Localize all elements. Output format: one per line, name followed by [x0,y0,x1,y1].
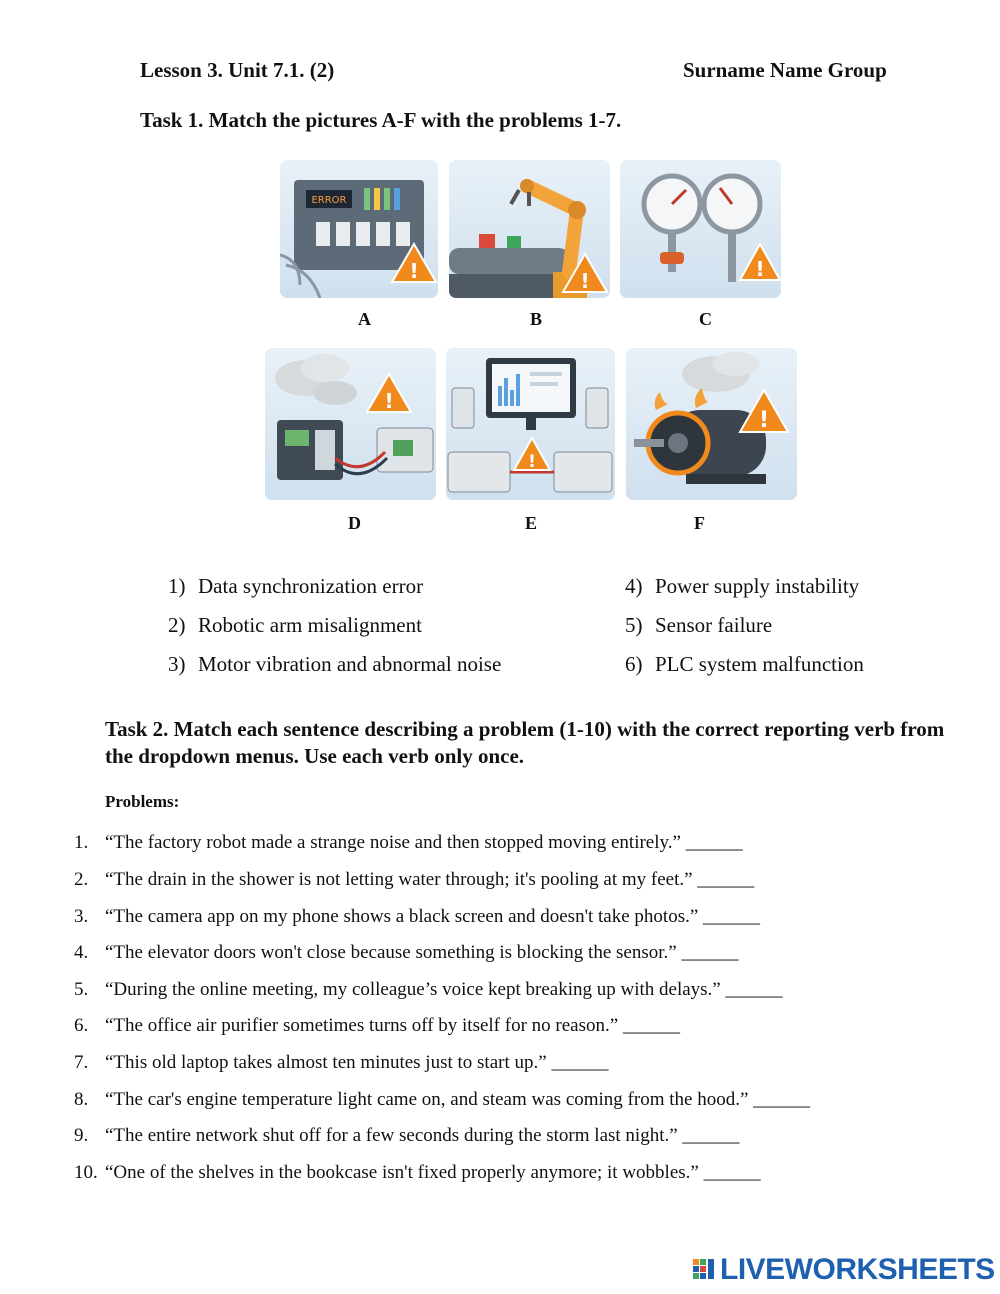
svg-text:!: ! [758,408,770,433]
svg-text:!: ! [528,452,536,472]
liveworksheets-logo-icon [693,1257,717,1283]
picture-label-b: B [530,309,543,329]
overheating-motor-icon [626,348,797,500]
problem-item: 2) Robotic arm misalignment [168,613,422,637]
problem-item: 4) Power supply instability [625,574,860,598]
answer-blank[interactable]: ______ [703,906,761,927]
sentence-row: 3. “The camera app on my phone shows a black screen and doesn't take photos.” ______ [74,906,761,927]
answer-blank[interactable]: ______ [753,1089,811,1110]
sentence-row: 5. “During the online meeting, my colleague’s voice kept breaking up with delays.” ______ [74,979,783,1000]
smoking-power-supply-icon [265,348,436,500]
svg-text:!: ! [384,389,394,413]
answer-blank[interactable]: ______ [682,1125,740,1146]
answer-blank[interactable]: ______ [703,1162,761,1183]
svg-text:ERROR: ERROR [311,195,347,206]
picture-label-a: A [358,309,371,329]
picture-b [449,160,610,298]
sentence-row: 9. “The entire network shut off for a few seconds during the storm last night.” ______ [74,1125,740,1146]
answer-blank[interactable]: ______ [685,832,743,853]
svg-text:!: ! [580,269,590,293]
picture-label-e: E [525,513,538,533]
picture-label-f: F [694,513,705,533]
sentence-row: 7. “This old laptop takes almost ten minutes just to start up.” ______ [74,1052,609,1073]
answer-blank[interactable]: ______ [681,942,739,963]
liveworksheets-logo[interactable] [693,1253,995,1287]
problem-item: 5) Sensor failure [625,613,773,637]
sentence-row: 4. “The elevator doors won't close because something is blocking the sensor.” ______ [74,942,739,963]
picture-f [626,348,797,500]
task2-instruction: Task 2. Match each sentence describing a problem (1-10) with the correct reporting verb from the dropdown menus. Use each verb only once. [105,717,945,768]
logo-text: LIVEWORKSHEETS [720,1253,995,1286]
lesson-title: Lesson 3. Unit 7.1. (2) [140,58,335,82]
sentence-row: 8. “The car's engine temperature light came on, and steam was coming from the hood.” ______ [74,1089,811,1110]
sentence-row: 1. “The factory robot made a strange noise and then stopped moving entirely.” ______ [74,832,743,853]
robotic-arm-icon [449,160,610,298]
task1-instruction: Task 1. Match the pictures A-F with the problems 1-7. [140,108,622,132]
sentence-row: 10. “One of the shelves in the bookcase isn't fixed properly anymore; it wobbles.” ______ [74,1162,761,1183]
pressure-gauge-icon [620,160,781,298]
picture-label-c: C [699,309,712,329]
answer-blank[interactable]: ______ [725,979,783,1000]
picture-e [446,348,615,500]
problem-item: 1) Data synchronization error [168,574,424,598]
student-info-label: Surname Name Group [683,58,887,82]
data-monitor-icon [446,348,615,500]
problems-label: Problems: [105,792,180,811]
answer-blank[interactable]: ______ [697,869,755,890]
answer-blank[interactable]: ______ [622,1015,680,1036]
svg-text:!: ! [409,259,419,283]
svg-text:!: ! [755,257,765,281]
picture-a [280,160,438,298]
sentence-row: 2. “The drain in the shower is not letting water through; it's pooling at my feet.” ______ [74,869,755,890]
problem-item: 3) Motor vibration and abnormal noise [168,652,502,676]
sentence-row: 6. “The office air purifier sometimes turns off by itself for no reason.” ______ [74,1015,680,1036]
picture-d [265,348,436,500]
picture-c [620,160,781,298]
problem-item: 6) PLC system malfunction [625,652,864,676]
plc-error-panel-icon [280,160,438,298]
picture-label-d: D [348,513,361,533]
answer-blank[interactable]: ______ [551,1052,609,1073]
